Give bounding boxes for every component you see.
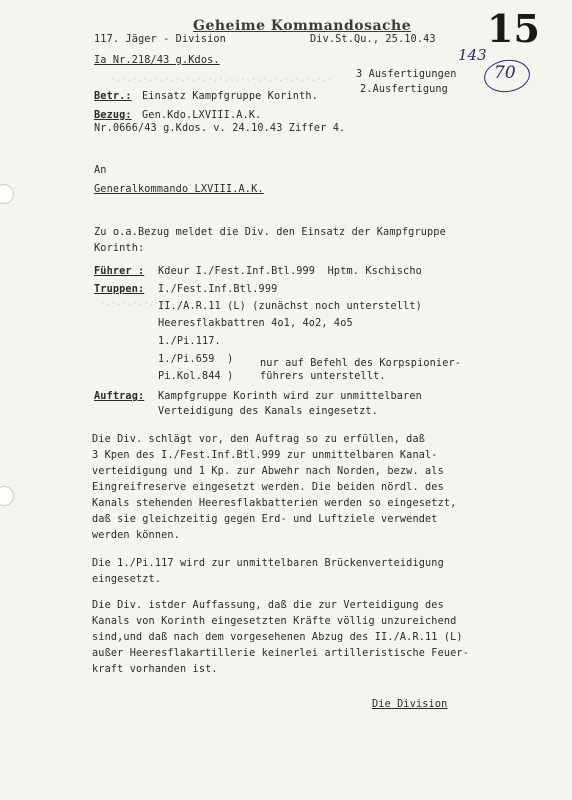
paragraph-line: 3 Kpen des I./Fest.Inf.Btl.999 zur unmittelbaren Kanal- — [92, 450, 438, 461]
punch-hole — [0, 486, 14, 506]
reference-label: Bezug: — [94, 110, 132, 121]
unit-name: 117. Jäger - Division — [94, 34, 226, 45]
auftrag-line: Kampfgruppe Korinth wird zur unmittelbaren — [158, 391, 422, 402]
paragraph-line: daß sie gleichzeitig gegen Erd- und Luftziele verwendet — [92, 514, 438, 525]
auftrag-line: Verteidigung des Kanals eingesetzt. — [158, 406, 378, 417]
punch-hole — [0, 184, 14, 204]
troop-item: I./Fest.Inf.Btl.999 — [158, 284, 278, 295]
paragraph-line: Kanals stehenden Heeresflakbatterien werden so eingesetzt, — [92, 498, 457, 509]
paragraph-line: werden können. — [92, 530, 180, 541]
paragraph-line: sind,und daß nach dem vorgesehenen Abzug des II./A.R.11 (L) — [92, 632, 463, 643]
fuehrer-value: Kdeur I./Fest.Inf.Btl.999 Hptm. Kschischo — [158, 266, 422, 277]
address-to: An — [94, 165, 107, 176]
paragraph-line: Eingreifreserve eingesetzt werden. Die beiden nördl. des — [92, 482, 444, 493]
fuehrer-label: Führer : — [94, 266, 145, 277]
troop-item: Heeresflakbattren 4o1, 4o2, 4o5 — [158, 318, 353, 329]
copy-number: 2.Ausfertigung — [360, 84, 448, 95]
copies-total: 3 Ausfertigungen — [356, 69, 457, 80]
page-number: 15 — [487, 6, 540, 51]
troop-item: 1./Pi.659 ) — [158, 354, 234, 365]
paragraph-line: eingesetzt. — [92, 574, 162, 585]
signature: Die Division — [372, 699, 448, 710]
reference-line-1: Gen.Kdo.LXVIII.A.K. — [142, 110, 262, 121]
location-date: Div.St.Qu., 25.10.43 — [310, 34, 436, 45]
show-through-text: -.-.-.-.-.-.-.- — [100, 298, 182, 308]
truppen-label: Truppen: — [94, 284, 145, 295]
troop-note: nur auf Befehl des Korpspionier- — [260, 358, 462, 369]
subject-label: Betr.: — [94, 91, 132, 102]
troop-item: Pi.Kol.844 ) — [158, 371, 234, 382]
subject-text: Einsatz Kampfgruppe Korinth. — [142, 91, 318, 102]
recipient: Generalkommando LXVIII.A.K. — [94, 184, 264, 195]
paragraph-line: Die 1./Pi.117 wird zur unmittelbaren Brückenverteidigung — [92, 558, 444, 569]
paragraph-line: verteidigung und 1 Kp. zur Abwehr nach Norden, bezw. als — [92, 466, 444, 477]
intro-line: Zu o.a.Bezug meldet die Div. den Einsatz der Kampfgruppe — [94, 227, 446, 238]
classification-stamp: Geheime Kommandosache — [193, 18, 412, 34]
show-through-text: -.-.-.-.-.-.-.-.-.-.-.-.-.-.-.-.-.-.-.-.- — [110, 74, 333, 84]
handwritten-number: 143 — [458, 46, 487, 64]
troop-item: 1./Pi.117. — [158, 336, 221, 347]
reference-line-2: Nr.0666/43 g.Kdos. v. 24.10.43 Ziffer 4. — [94, 123, 346, 134]
paragraph-line: außer Heeresflakartillerie keinerlei artilleristische Feuer- — [92, 648, 470, 659]
paragraph-line: Die Div. schlägt vor, den Auftrag so zu erfüllen, daß — [92, 434, 426, 445]
auftrag-label: Auftrag: — [94, 391, 145, 402]
intro-line: Korinth: — [94, 243, 145, 254]
paragraph-line: Die Div. istder Auffassung, daß die zur Verteidigung des — [92, 600, 444, 611]
circled-number: 70 — [494, 63, 516, 83]
troop-item: II./A.R.11 (L) (zunächst noch unterstellt) — [158, 301, 422, 312]
paragraph-line: kraft vorhanden ist. — [92, 664, 218, 675]
reference-number: Ia Nr.218/43 g.Kdos. — [94, 55, 220, 66]
troop-note: führers unterstellt. — [260, 371, 386, 382]
paragraph-line: Kanals von Korinth eingesetzten Kräfte völlig unzureichend — [92, 616, 457, 627]
